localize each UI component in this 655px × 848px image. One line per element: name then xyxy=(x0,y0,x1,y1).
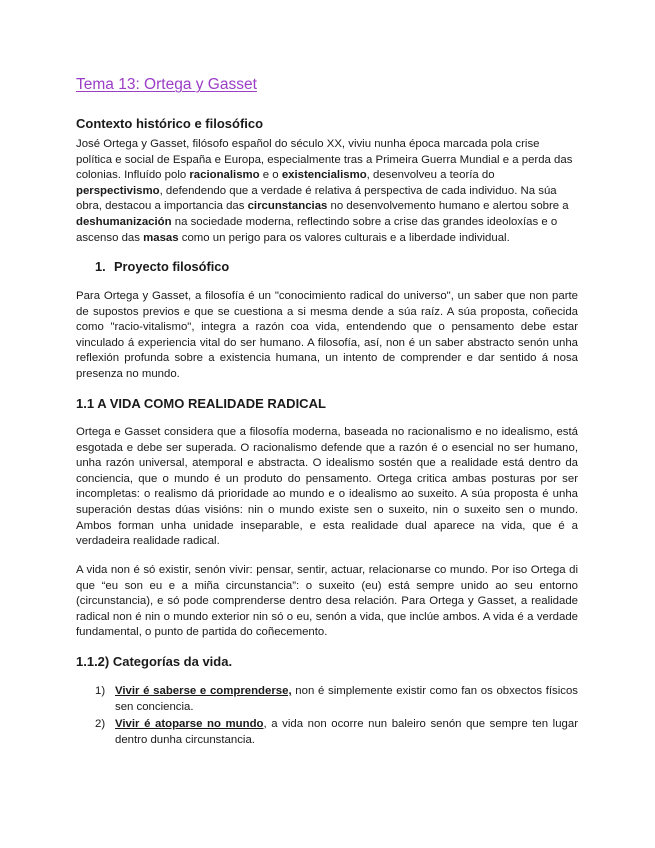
context-bold-perspectivismo: perspectivismo xyxy=(76,184,160,197)
section-1-paragraph: Para Ortega y Gasset, a filosofía é un "conocimiento radical do universo", un saber que non parte de supostos previos e que se cuestiona a si mesma dende a súa raíz. A súa proposta, coñecida como "racio-vitalismo", integra a razón coa vida, entendendo que o pensamento debe estar vinculado á experiencia vital do ser humano. A filosofía, así, non é un saber abstracto senón unha reflexión profunda sobre a existencia humana, un intento de comprender e dar sentido á nosa presenza no mundo. xyxy=(76,290,578,380)
context-bold-circunstancias: circunstancias xyxy=(247,200,328,213)
list-item-text: , a vida non ocorre nun baleiro senón que sempre ten lugar dentro dunha circunstancia. xyxy=(115,718,578,746)
section-1-1-2-heading: 1.1.2) Categorías da vida. xyxy=(76,654,233,669)
context-text-7: como un perigo para os valores culturais e a liberdade individual. xyxy=(178,231,510,244)
list-item-bold: Vivir é atoparse no mundo xyxy=(115,718,264,731)
context-text-3: , desenvolveu a teoría do xyxy=(366,169,495,182)
categories-list xyxy=(95,684,578,750)
context-bold-masas: masas xyxy=(143,231,179,244)
context-text-4: , defendendo que a verdade é relativa á perspectiva de cada individuo. Na súa obra, destacou a importancia das xyxy=(76,184,557,213)
context-text-1: José Ortega y Gasset, filósofo español do século XX, viviu nunha época marcada pola crise política e social de España e Europa, especialmente tras a Primeira Guerra Mundial e a perda das colonias. Influído polo xyxy=(76,138,573,182)
section-1-heading xyxy=(95,259,229,274)
section-1-1-paragraph-1: Ortega e Gasset considera que a filosofía moderna, baseada no racionalismo e no idealismo, está esgotada e debe ser superada. O racionalismo defende que a razón é o esencial no ser humano, unha razón universal, atemporal e abstracta. O idealismo sostén que a realidade está dentro da conciencia, que o mundo é un produto do pensamento. Ortega critica ambas posturas por ser incompletas: o realismo dá prioridade ao mundo e o idealismo ao suxeito. A súa proposta é unha superación destas dúas visións: nin o mundo existe sen o suxeito, nin o suxeito sen o mundo. Ambos forman unha unidade inseparable, e esta realidade dual aparece na vida, que é a verdadeira realidade radical. xyxy=(76,426,578,548)
context-bold-existencialismo: existencialismo xyxy=(281,169,367,182)
document-title-link[interactable]: Tema 13: Ortega y Gasset xyxy=(76,76,257,93)
context-text-2: e o xyxy=(259,169,282,182)
section-1-title: Proyecto filosófico xyxy=(114,259,230,274)
context-bold-racionalismo: racionalismo xyxy=(189,169,260,182)
context-bold-deshumanizacion: deshumanización xyxy=(76,215,172,228)
list-item-text: non é simplemente existir como fan os obxectos físicos sen conciencia. xyxy=(115,685,578,713)
context-text-5: no desenvolvemento humano e alertou sobre a xyxy=(327,200,569,213)
list-item-number: 2) xyxy=(95,718,106,731)
context-text-6: na sociedade moderna, reflectindo sobre a crise das grandes ideoloxías e o ascenso das xyxy=(76,215,558,244)
context-heading: Contexto histórico e filosófico xyxy=(76,116,264,131)
section-1-1-heading: 1.1 A VIDA COMO REALIDADE RADICAL xyxy=(76,396,326,411)
list-item-bold: Vivir é saberse e comprenderse, xyxy=(115,685,292,697)
list-item xyxy=(95,684,578,715)
list-item xyxy=(95,717,578,748)
section-1-1-paragraph-2: A vida non é só existir, senón vivir: pensar, sentir, actuar, relacionarse co mundo. Por iso Ortega di que “eu son eu e a miña circunstancia”: o suxeito (eu) está sempre unido ao seu entorno (circunstancia), e só pode comprenderse dentro desa relación. Para Ortega y Gasset, a realidade radical non é nin o mundo exterior nin só o eu, senón a vida, que inclúe ambos. A vida é a verdade fundamental, o punto de partida do coñecemento. xyxy=(76,564,578,639)
context-paragraph xyxy=(76,137,578,246)
list-item-number: 1) xyxy=(95,685,106,697)
section-1-number: 1. xyxy=(95,259,106,274)
